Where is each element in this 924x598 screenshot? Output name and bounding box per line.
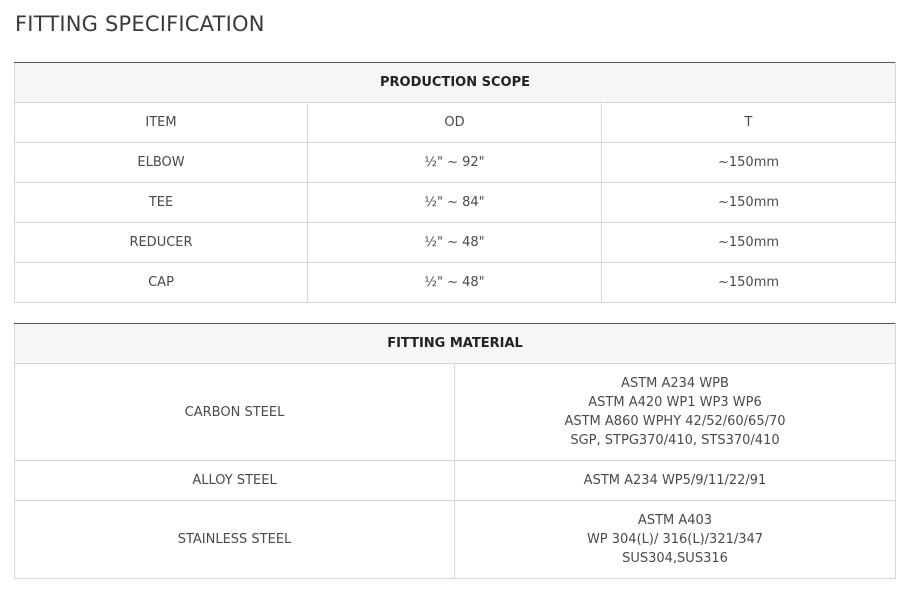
material-spec-cell (455, 364, 896, 461)
item-cell: CAP (15, 263, 308, 303)
page-title: FITTING SPECIFICATION (15, 12, 265, 36)
spec-line: WP 304(L)/ 316(L)/321/347 (586, 532, 764, 547)
table-header-row (15, 324, 896, 364)
column-header-od: OD (308, 103, 602, 143)
material-name-cell: CARBON STEEL (15, 364, 455, 461)
fitting-material-table (14, 323, 896, 579)
column-header-t: T (602, 103, 896, 143)
column-header-item: ITEM (15, 103, 308, 143)
spec-line: ASTM A234 WPB (621, 376, 729, 391)
spec-line: SUS304,SUS316 (622, 551, 728, 566)
table-row (15, 501, 896, 579)
item-cell: REDUCER (15, 223, 308, 263)
table-header-row (15, 63, 896, 103)
spec-line: ASTM A403 (637, 513, 713, 528)
production-scope-heading: PRODUCTION SCOPE (15, 63, 896, 103)
table-row (15, 223, 896, 263)
t-cell: ~150mm (602, 223, 896, 263)
material-name-cell: ALLOY STEEL (15, 461, 455, 501)
table-row (15, 263, 896, 303)
spec-line: SGP, STPG370/410, STS370/410 (570, 433, 780, 448)
spec-line: ASTM A234 WP5/9/11/22/91 (583, 473, 767, 488)
material-spec-cell (455, 501, 896, 579)
material-name-cell: STAINLESS STEEL (15, 501, 455, 579)
table-row (15, 364, 896, 461)
table-row (15, 143, 896, 183)
production-scope-table (14, 62, 896, 303)
item-cell: ELBOW (15, 143, 308, 183)
spec-line: ASTM A420 WP1 WP3 WP6 (588, 395, 762, 410)
material-spec-cell (455, 461, 896, 501)
spec-line: ASTM A860 WPHY 42/52/60/65/70 (564, 414, 786, 429)
t-cell: ~150mm (602, 143, 896, 183)
table-row (15, 183, 896, 223)
table-row (15, 461, 896, 501)
od-cell: ½" ~ 92" (308, 143, 602, 183)
od-cell: ½" ~ 84" (308, 183, 602, 223)
item-cell: TEE (15, 183, 308, 223)
column-header-row (15, 103, 896, 143)
od-cell: ½" ~ 48" (308, 263, 602, 303)
fitting-material-heading: FITTING MATERIAL (15, 324, 896, 364)
t-cell: ~150mm (602, 183, 896, 223)
od-cell: ½" ~ 48" (308, 223, 602, 263)
t-cell: ~150mm (602, 263, 896, 303)
